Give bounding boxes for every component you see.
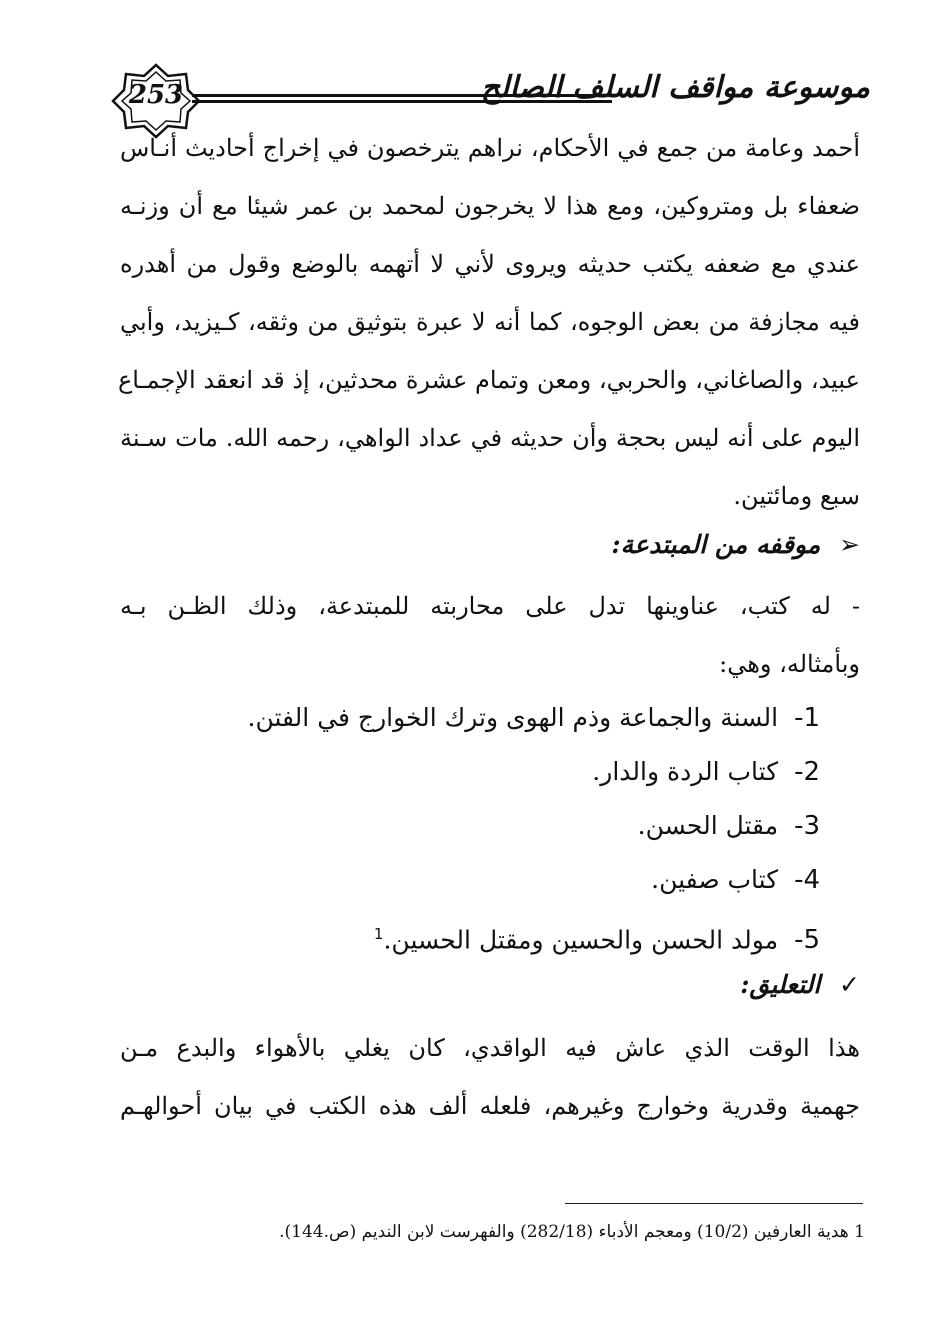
section-heading-text: موقفه من المبتدعة: — [611, 530, 821, 559]
list-text: مقتل الحسن. — [637, 811, 779, 840]
footnote-reference: 1 — [373, 925, 384, 943]
text-line: فيه مجازفة من بعض الوجوه، كما أنه لا عبرة بتوثيق من وثقه، كـيزيد، وأبي — [120, 308, 860, 336]
text-line: أحمد وعامة من جمع في الأحكام، نراهم يترخصون في إخراج أحاديث أنـاس — [120, 134, 860, 162]
section-heading-text: التعليق: — [740, 970, 821, 999]
list-item — [248, 698, 820, 738]
list-item — [651, 860, 820, 900]
list-item — [638, 806, 820, 846]
list-number: 4- — [794, 865, 820, 895]
list-item — [592, 752, 820, 792]
text-line: عبيد، والصاغاني، والحربي، ومعن وتمام عشرة محدثين، إذ قد انعقد الإجمـاع — [117, 366, 860, 394]
footnote-separator — [565, 1203, 863, 1204]
list-text: السنة والجماعة وذم الهوى وترك الخوارج في الفتن. — [247, 703, 779, 732]
arrow-marker-icon: ➢ — [839, 530, 860, 559]
book-title: موسوعة مواقف السلف الصالح — [480, 70, 870, 105]
section-heading-innovators — [611, 530, 860, 559]
text-line: جهمية وقدرية وخوارج وغيرهم، فلعله ألف هذه الكتب في بيان أحوالهـم — [120, 1092, 860, 1120]
page-header — [110, 62, 870, 138]
list-text: كتاب الردة والدار. — [592, 757, 779, 786]
checkmark-icon: ✓ — [839, 970, 860, 999]
text-line: - له كتب، عناوينها تدل على محاربته للمبتدعة، وذلك الظـن بـه — [120, 592, 860, 620]
list-text: كتاب صفين. — [651, 865, 779, 894]
page-number: 253 — [128, 80, 184, 110]
text-line: هذا الوقت الذي عاش فيه الواقدي، كان يغلي بالأهواء والبدع مـن — [120, 1034, 861, 1062]
text-line: وبأمثاله، وهي: — [719, 650, 860, 678]
footnote — [165, 1222, 865, 1242]
list-number: 5- — [794, 925, 820, 956]
list-number: 2- — [794, 757, 820, 787]
section-heading-commentary — [740, 970, 860, 999]
list-item — [374, 914, 820, 960]
list-number: 1- — [794, 703, 820, 733]
footnote-text: هدية العارفين (10/2) ومعجم الأدباء (282/18) والفهرست لابن النديم (ص.144). — [279, 1222, 849, 1242]
footnote-number: 1 — [854, 1222, 865, 1242]
list-number: 3- — [794, 811, 820, 841]
text-line: اليوم على أنه ليس بحجة وأن حديثه في عداد الواهي، رحمه الله. مات سـنة — [120, 424, 861, 452]
text-line: عندي مع ضعفه يكتب حديثه ويروى لأني لا أتهمه بالوضع وقول من أهدره — [120, 250, 860, 278]
list-text: مولد الحسن والحسين ومقتل الحسين. — [383, 925, 779, 955]
text-line: ضعفاء بل ومتروكين، ومع هذا لا يخرجون لمحمد بن عمر شيئا مع أن وزنـه — [120, 192, 860, 220]
text-line: سبع ومائتين. — [733, 482, 860, 510]
